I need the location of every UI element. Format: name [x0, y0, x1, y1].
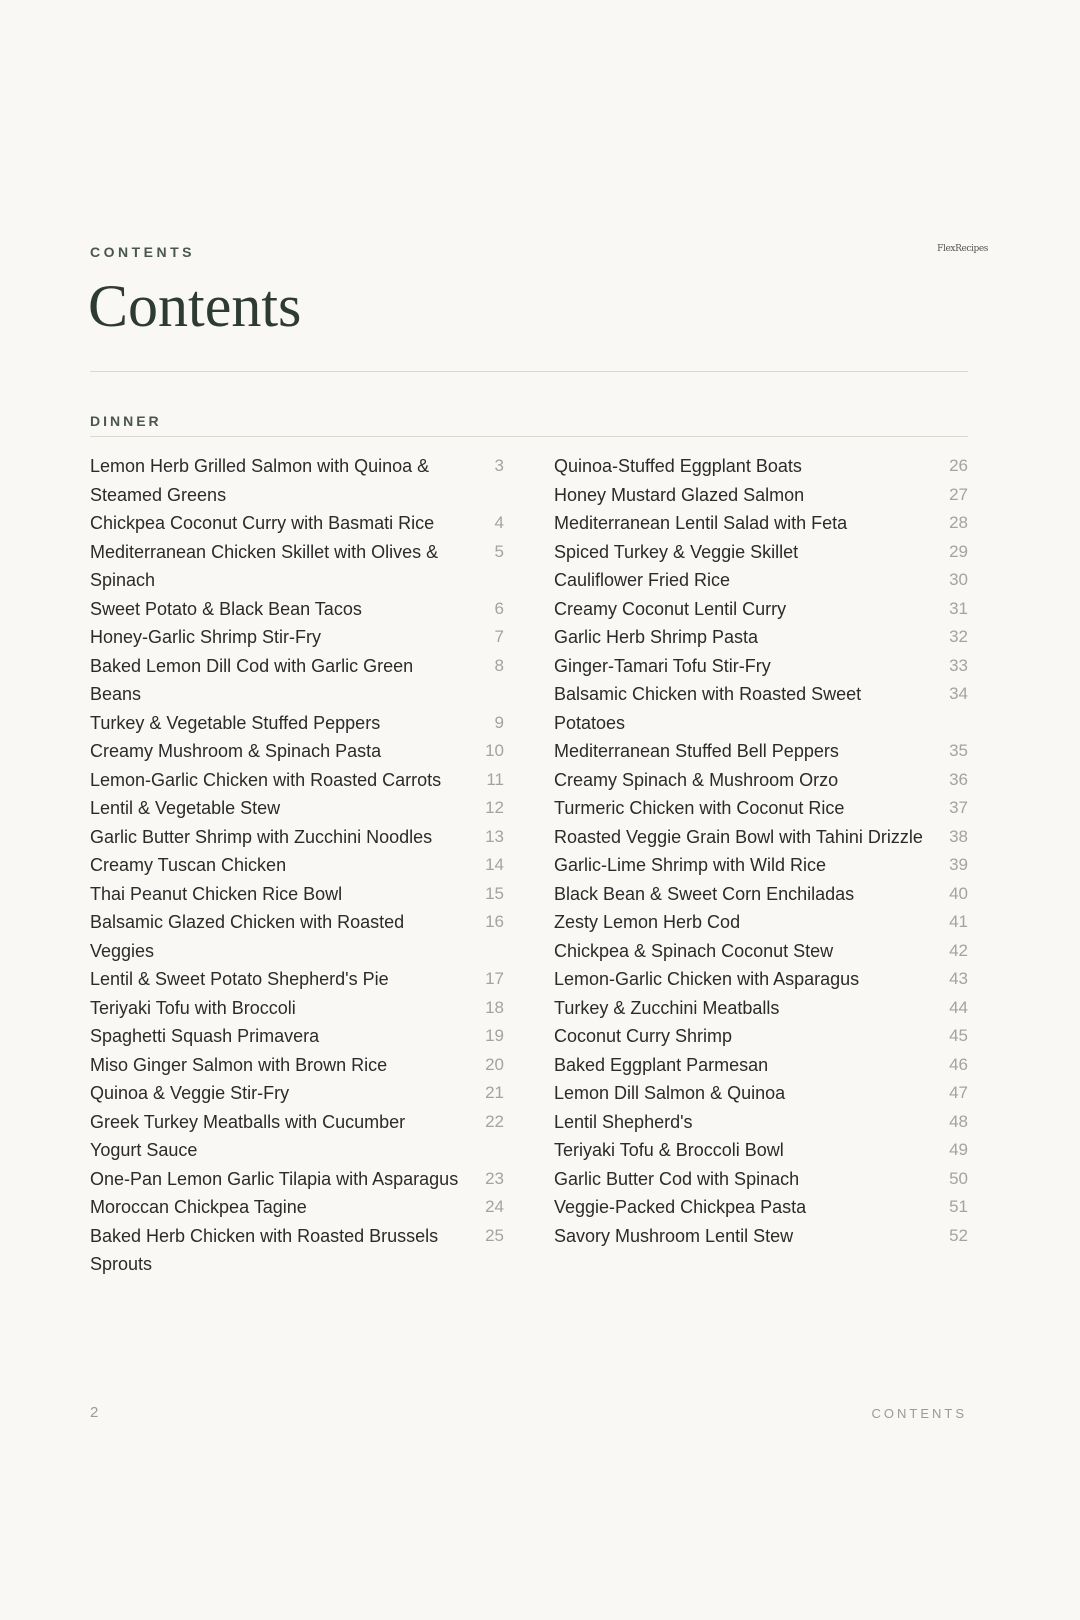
toc-entry-page: 41: [949, 912, 968, 931]
toc-entry-page: 40: [949, 883, 968, 903]
toc-entry-title: Teriyaki Tofu with Broccoli: [90, 997, 296, 1018]
toc-entry-title: Turkey & Vegetable Stuffed Peppers: [90, 712, 381, 733]
toc-entry-page: 22: [485, 1111, 504, 1131]
page-title: Contents: [88, 273, 302, 339]
toc-column-right: [554, 452, 968, 1250]
toc-entry-page: 35: [949, 741, 968, 760]
toc-entry[interactable]: [90, 538, 504, 595]
toc-entry-page: 38: [949, 826, 968, 846]
toc-entry-title: Balsamic Glazed Chicken with Roasted Veggies: [90, 912, 405, 961]
toc-entry-page: 10: [485, 741, 504, 760]
page-eyebrow: CONTENTS: [90, 244, 195, 260]
toc-entry-title: Balsamic Chicken with Roasted Sweet Potatoes: [554, 684, 862, 733]
toc-entry-page: 48: [949, 1111, 968, 1131]
toc-entry-page: 23: [485, 1168, 504, 1188]
toc-entry[interactable]: [90, 994, 504, 1023]
toc-entry[interactable]: [90, 823, 504, 852]
toc-entry-title: Ginger-Tamari Tofu Stir-Fry: [554, 655, 771, 676]
toc-entry-page: 14: [485, 855, 504, 874]
toc-entry-title: Baked Herb Chicken with Roasted Brussels Sprouts: [90, 1225, 439, 1274]
toc-entry-page: 6: [494, 598, 504, 618]
toc-entry-title: Thai Peanut Chicken Rice Bowl: [90, 883, 343, 904]
toc-entry[interactable]: [90, 1193, 504, 1222]
toc-entry-page: 19: [485, 1026, 504, 1045]
toc-entry[interactable]: [90, 652, 504, 709]
toc-entry-page: 46: [949, 1054, 968, 1074]
toc-entry[interactable]: [554, 1022, 968, 1051]
toc-entry[interactable]: [90, 709, 504, 738]
toc-entry-title: Teriyaki Tofu & Broccoli Bowl: [554, 1140, 784, 1160]
toc-entry-title: Mediterranean Chicken Skillet with Olives & Spinach: [90, 541, 439, 590]
toc-entry-page: 13: [485, 826, 504, 846]
toc-entry[interactable]: [554, 623, 968, 652]
toc-entry[interactable]: [554, 452, 968, 481]
toc-entry[interactable]: [554, 794, 968, 823]
toc-entry-page: 18: [485, 997, 504, 1017]
toc-entry-title: Lentil Shepherd's: [554, 1111, 693, 1132]
toc-entry[interactable]: [554, 737, 968, 766]
toc-entry-page: 50: [949, 1168, 968, 1188]
section-divider: [90, 436, 968, 437]
toc-entry[interactable]: [554, 1051, 968, 1080]
toc-entry-page: 17: [485, 969, 504, 988]
toc-entry-title: Chickpea Coconut Curry with Basmati Rice: [90, 513, 435, 533]
toc-entry[interactable]: [554, 851, 968, 880]
toc-entry[interactable]: [90, 509, 504, 538]
toc-entry-page: 30: [949, 570, 968, 589]
toc-column-left: [90, 452, 504, 1279]
footer-page-number: 2: [90, 1404, 99, 1421]
toc-entry-title: Veggie-Packed Chickpea Pasta: [554, 1197, 807, 1217]
toc-entry[interactable]: [554, 937, 968, 966]
toc-entry-page: 47: [949, 1083, 968, 1102]
toc-entry-page: 44: [949, 997, 968, 1017]
toc-entry-title: Mediterranean Lentil Salad with Feta: [554, 513, 848, 533]
toc-entry-title: Quinoa & Veggie Stir-Fry: [90, 1083, 290, 1103]
toc-entry-page: 43: [949, 969, 968, 988]
toc-entry-page: 9: [494, 712, 504, 732]
toc-entry-title: Baked Eggplant Parmesan: [554, 1054, 769, 1075]
toc-entry-title: Lemon-Garlic Chicken with Asparagus: [554, 969, 860, 989]
toc-entry[interactable]: [554, 908, 968, 937]
toc-entry[interactable]: [554, 595, 968, 624]
toc-entry-title: Black Bean & Sweet Corn Enchiladas: [554, 883, 855, 904]
toc-entry-title: Garlic Herb Shrimp Pasta: [554, 627, 759, 647]
toc-entry-page: 3: [494, 456, 504, 475]
toc-entry-title: Cauliflower Fried Rice: [554, 570, 731, 590]
toc-entry-page: 34: [949, 684, 968, 703]
toc-entry[interactable]: [90, 1222, 504, 1279]
toc-entry-page: 15: [485, 883, 504, 903]
toc-entry[interactable]: [554, 1222, 968, 1251]
toc-entry-page: 42: [949, 940, 968, 960]
toc-entry-page: 49: [949, 1140, 968, 1159]
toc-entry-title: Garlic Butter Cod with Spinach: [554, 1168, 800, 1189]
toc-entry-title: Roasted Veggie Grain Bowl with Tahini Drizzle: [554, 826, 923, 847]
toc-entry-title: Chickpea & Spinach Coconut Stew: [554, 940, 834, 961]
toc-entry-page: 5: [494, 541, 504, 561]
toc-entry[interactable]: [554, 509, 968, 538]
toc-entry-title: Lemon Herb Grilled Salmon with Quinoa & Steamed Greens: [90, 456, 430, 505]
toc-entry-title: Creamy Tuscan Chicken: [90, 855, 287, 875]
toc-entry-page: 32: [949, 627, 968, 646]
header-divider: [90, 371, 968, 372]
toc-entry-page: 4: [494, 513, 504, 532]
toc-entry-page: 28: [949, 513, 968, 532]
toc-entry-title: Creamy Mushroom & Spinach Pasta: [90, 741, 382, 761]
toc-entry[interactable]: [554, 880, 968, 909]
toc-entry-title: Lentil & Vegetable Stew: [90, 798, 281, 818]
brand-logo: FlexRecipes: [937, 244, 988, 254]
toc-entry[interactable]: [90, 1022, 504, 1051]
toc-entry-title: Moroccan Chickpea Tagine: [90, 1197, 307, 1217]
toc-entry[interactable]: [90, 1079, 504, 1108]
toc-entry[interactable]: [554, 766, 968, 795]
toc-entry[interactable]: [90, 908, 504, 965]
toc-entry[interactable]: [554, 481, 968, 510]
toc-entry-page: 8: [494, 655, 504, 675]
toc-entry[interactable]: [554, 994, 968, 1023]
toc-entry-title: Creamy Coconut Lentil Curry: [554, 598, 787, 619]
toc-entry-page: 20: [485, 1054, 504, 1074]
toc-entry[interactable]: [90, 851, 504, 880]
toc-entry-page: 36: [949, 769, 968, 789]
toc-entry[interactable]: [90, 794, 504, 823]
toc-entry[interactable]: [554, 538, 968, 567]
toc-entry[interactable]: [554, 1193, 968, 1222]
toc-entry[interactable]: [90, 1108, 504, 1165]
toc-entry-page: 52: [949, 1225, 968, 1245]
toc-entry-page: 39: [949, 855, 968, 874]
toc-entry[interactable]: [90, 1051, 504, 1080]
toc-entry-title: Quinoa-Stuffed Eggplant Boats: [554, 456, 802, 476]
toc-entry-title: Miso Ginger Salmon with Brown Rice: [90, 1054, 388, 1075]
toc-entry-page: 33: [949, 655, 968, 675]
toc-entry-title: Coconut Curry Shrimp: [554, 1026, 733, 1046]
toc-entry[interactable]: [554, 823, 968, 852]
toc-entry[interactable]: [90, 965, 504, 994]
toc-entry[interactable]: [554, 965, 968, 994]
toc-entry[interactable]: [554, 652, 968, 681]
toc-entry-page: 26: [949, 456, 968, 475]
toc-entry-page: 51: [949, 1197, 968, 1216]
toc-entry[interactable]: [90, 623, 504, 652]
toc-entry-title: Garlic Butter Shrimp with Zucchini Noodles: [90, 826, 433, 847]
toc-entry-title: One-Pan Lemon Garlic Tilapia with Asparagus: [90, 1168, 459, 1189]
toc-entry-page: 37: [949, 798, 968, 817]
toc-entry-title: Lemon Dill Salmon & Quinoa: [554, 1083, 786, 1103]
toc-entry-title: Garlic-Lime Shrimp with Wild Rice: [554, 855, 827, 875]
toc-entry-page: 21: [485, 1083, 504, 1102]
section-heading: DINNER: [90, 413, 162, 429]
toc-entry-page: 31: [949, 598, 968, 618]
toc-entry[interactable]: [554, 680, 968, 737]
toc-entry-title: Honey-Garlic Shrimp Stir-Fry: [90, 627, 322, 647]
toc-entry-title: Baked Lemon Dill Cod with Garlic Green Beans: [90, 655, 414, 704]
toc-entry-page: 7: [494, 627, 504, 646]
toc-entry[interactable]: [90, 1165, 504, 1194]
toc-entry[interactable]: [90, 766, 504, 795]
toc-entry-title: Mediterranean Stuffed Bell Peppers: [554, 741, 839, 761]
toc-entry-page: 25: [485, 1225, 504, 1245]
toc-entry-title: Sweet Potato & Black Bean Tacos: [90, 598, 362, 619]
toc-entry-page: 27: [949, 484, 968, 504]
toc-entry[interactable]: [554, 1136, 968, 1165]
toc-entry-title: Turkey & Zucchini Meatballs: [554, 997, 780, 1018]
toc-entry[interactable]: [554, 566, 968, 595]
toc-entry[interactable]: [554, 1079, 968, 1108]
toc-entry-title: Savory Mushroom Lentil Stew: [554, 1225, 794, 1246]
toc-entry-title: Spiced Turkey & Veggie Skillet: [554, 541, 799, 562]
toc-entry-title: Greek Turkey Meatballs with Cucumber Yogurt Sauce: [90, 1111, 406, 1160]
footer-section-label: CONTENTS: [871, 1406, 967, 1421]
toc-entry-page: 45: [949, 1026, 968, 1045]
toc-entry-page: 29: [949, 541, 968, 561]
toc-entry-title: Turmeric Chicken with Coconut Rice: [554, 798, 845, 818]
toc-entry-title: Zesty Lemon Herb Cod: [554, 912, 741, 932]
toc-entry[interactable]: [90, 880, 504, 909]
toc-entry-title: Creamy Spinach & Mushroom Orzo: [554, 769, 839, 790]
toc-entry-page: 12: [485, 798, 504, 817]
toc-entry-page: 16: [485, 912, 504, 931]
toc-entry-title: Lemon-Garlic Chicken with Roasted Carrots: [90, 769, 442, 790]
toc-entry[interactable]: [90, 595, 504, 624]
toc-entry-title: Honey Mustard Glazed Salmon: [554, 484, 805, 505]
toc-entry-title: Lentil & Sweet Potato Shepherd's Pie: [90, 969, 389, 989]
toc-entry[interactable]: [554, 1165, 968, 1194]
toc-entry[interactable]: [90, 737, 504, 766]
toc-entry[interactable]: [554, 1108, 968, 1137]
toc-entry-page: 24: [485, 1197, 504, 1216]
toc-entry[interactable]: [90, 452, 504, 509]
toc-entry-title: Spaghetti Squash Primavera: [90, 1026, 320, 1046]
toc-entry-page: 11: [486, 769, 504, 789]
